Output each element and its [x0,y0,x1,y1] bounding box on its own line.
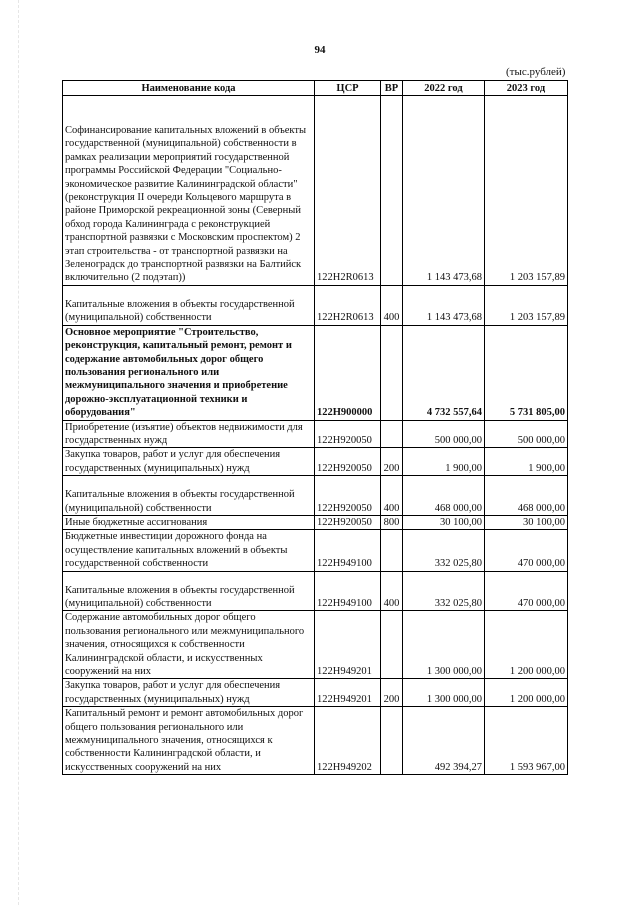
table-row [63,96,568,286]
header-csr: ЦСР [315,81,381,96]
row-vr: 400 [381,285,403,325]
row-2023: 30 100,00 [485,515,568,529]
budget-table [62,80,568,775]
row-csr: 122H949100 [315,571,381,611]
row-vr: 200 [381,679,403,707]
row-vr [381,325,403,420]
row-2023: 470 000,00 [485,571,568,611]
table-row [63,611,568,679]
row-2022: 4 732 557,64 [403,325,485,420]
row-name: Капитальные вложения в объекты государственной (муниципальной) собственности [65,298,295,324]
page-edge-shadow [18,0,19,905]
row-2022: 332 025,80 [403,571,485,611]
row-csr: 122H920050 [315,515,381,529]
row-2023: 5 731 805,00 [485,325,568,420]
table-header-row [63,81,568,96]
table-row [63,679,568,707]
table-row [63,448,568,476]
row-name-cell [63,476,315,516]
row-2023: 1 203 157,89 [485,285,568,325]
header-name: Наименование кода [63,81,315,96]
row-name: Бюджетные инвестиции дорожного фонда на осуществление капитальных вложений в объекты государственной собственности [63,530,315,571]
row-2022: 1 300 000,00 [403,611,485,679]
row-2022: 1 143 473,68 [403,96,485,286]
table-row [63,325,568,420]
row-vr: 800 [381,515,403,529]
table-row [63,515,568,529]
row-name: Капитальные вложения в объекты государственной (муниципальной) собственности [65,489,295,514]
row-2022: 500 000,00 [403,420,485,448]
row-name: Содержание автомобильных дорог общего пользования регионального или межмуниципального значения, относящихся к собственности Калининградской области, и искусственных сооружений на них [63,611,315,679]
table-row [63,530,568,571]
row-2023: 1 900,00 [485,448,568,476]
row-2022: 1 143 473,68 [403,285,485,325]
row-2023: 500 000,00 [485,420,568,448]
row-2022: 30 100,00 [403,515,485,529]
row-name-cell [63,285,315,325]
page-number: 94 [314,44,326,56]
row-csr: 122H949202 [315,707,381,775]
row-2023: 1 200 000,00 [485,611,568,679]
row-name: Приобретение (изъятие) объектов недвижимости для государственных нужд [63,420,315,448]
header-2022: 2022 год [403,81,485,96]
row-name: Закупка товаров, работ и услуг для обеспечения государственных (муниципальных) нужд [63,679,315,707]
row-csr: 122H949201 [315,611,381,679]
row-2023: 1 200 000,00 [485,679,568,707]
row-csr: 122H900000 [315,325,381,420]
table-row [63,285,568,325]
units-caption: (тыс.рублей) [506,66,566,78]
table-row [63,420,568,448]
row-vr: 400 [381,571,403,611]
row-vr: 200 [381,448,403,476]
row-2022: 468 000,00 [403,476,485,516]
row-2023: 470 000,00 [485,530,568,571]
row-name-cell [63,571,315,611]
table-row [63,707,568,775]
row-vr [381,96,403,286]
row-2022: 492 394,27 [403,707,485,775]
row-2022: 1 300 000,00 [403,679,485,707]
table-row [63,476,568,516]
row-vr: 400 [381,476,403,516]
row-name: Иные бюджетные ассигнования [63,515,315,529]
row-2022: 1 900,00 [403,448,485,476]
row-name: Софинансирование капитальных вложений в объекты государственной (муниципальной) собственности в рамках реализации мероприятий государственной программы Российской Федерации "Социально-экономическое развитие Калининградской области"(реконструкция II очереди Кольцевого маршрута в районе Приморской рекреационной зоны (Северный обход города Калининграда с реконструкцией транспортной развязки с Московским проспектом) 2 этап строительства - от транспортной развязки на Зеленоградск до транспортной развязки на Балтийск включительно (2 подэтап)) [65,125,307,284]
row-vr [381,611,403,679]
row-2023: 1 203 157,89 [485,96,568,286]
row-name: Капитальный ремонт и ремонт автомобильных дорог общего пользования регионального или межмуниципального значения, относящихся к собственности Калининградской области, и искусственных сооружений на них [63,707,315,775]
header-2023: 2023 год [485,81,568,96]
row-name: Закупка товаров, работ и услуг для обеспечения государственных (муниципальных) нужд [63,448,315,476]
row-csr: 122H2R0613 [315,285,381,325]
row-csr: 122H920050 [315,420,381,448]
row-name: Основное мероприятие "Строительство, реконструкция, капитальный ремонт, ремонт и содержание автомобильных дорог общего пользования регионального или межмуниципального значения и приобретение дорожно-эксплуатационной техники и оборудования" [63,325,315,420]
row-name-cell [63,96,315,286]
row-2022: 332 025,80 [403,530,485,571]
row-csr: 122H949100 [315,530,381,571]
row-csr: 122H949201 [315,679,381,707]
row-vr [381,530,403,571]
row-2023: 1 593 967,00 [485,707,568,775]
table-row [63,571,568,611]
row-2023: 468 000,00 [485,476,568,516]
row-csr: 122H2R0613 [315,96,381,286]
row-csr: 122H920050 [315,476,381,516]
row-name: Капитальные вложения в объекты государственной (муниципальной) собственности [65,584,295,609]
row-csr: 122H920050 [315,448,381,476]
header-vr: ВР [381,81,403,96]
row-vr [381,420,403,448]
row-vr [381,707,403,775]
